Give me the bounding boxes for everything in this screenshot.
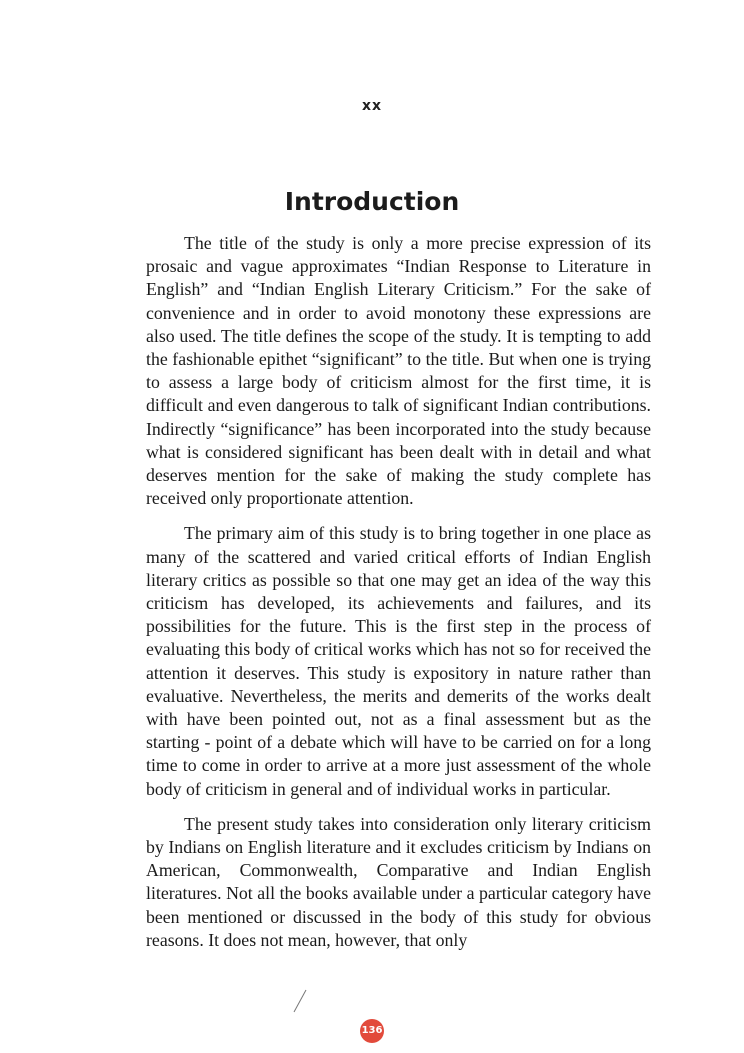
page-roman-number: xx bbox=[361, 98, 383, 114]
paragraph-1: The title of the study is only a more precise expression of its prosaic and vague approximates “Indian Response to Literature in English” and “Indian English Literary Criticism.” For the sake of convenience and in order to avoid monotony these expressions are also used. The title defines the scope of the study. It is tempting to add the fashionable epithet “significant” to the title. But when one is trying to assess a large body of criticism almost for the first time, it is difficult and even dangerous to talk of significant Indian contributions. Indirectly “significance” has been incorporated into the study because what is considered significant has been dealt with in detail and what deserves mention for the sake of making the study complete has received only proportionate attention. bbox=[146, 233, 651, 509]
body-text bbox=[146, 232, 651, 952]
pen-stroke-mark bbox=[290, 988, 308, 1016]
page-folio-badge: 136 bbox=[360, 1019, 384, 1043]
paragraph-3: The present study takes into consideration only literary criticism by Indians on English literature and it excludes criticism by Indians on American, Commonwealth, Comparative and Indian English literatures. Not all the books available under a particular category have been mentioned or discussed in the body of this study for obvious reasons. It does not mean, however, that only bbox=[146, 813, 651, 950]
paragraph-2: The primary aim of this study is to bring together in one place as many of the scattered and varied critical efforts of Indian English literary critics as possible so that one may get an idea of the way this criticism has developed, its achievements and failures, and its possibilities for the future. This is the first step in the process of evaluating this body of critical works which has not so for received the attention it deserves. This study is expository in nature rather than evaluative. Nevertheless, the merits and demerits of the works dealt with have been pointed out, not as a final assessment but as the starting - point of a debate which will have to be carried on for a long time to come in order to arrive at a more just assessment of the whole body of criticism in general and of individual works in particular. bbox=[146, 523, 651, 799]
page-title: Introduction bbox=[284, 186, 460, 216]
